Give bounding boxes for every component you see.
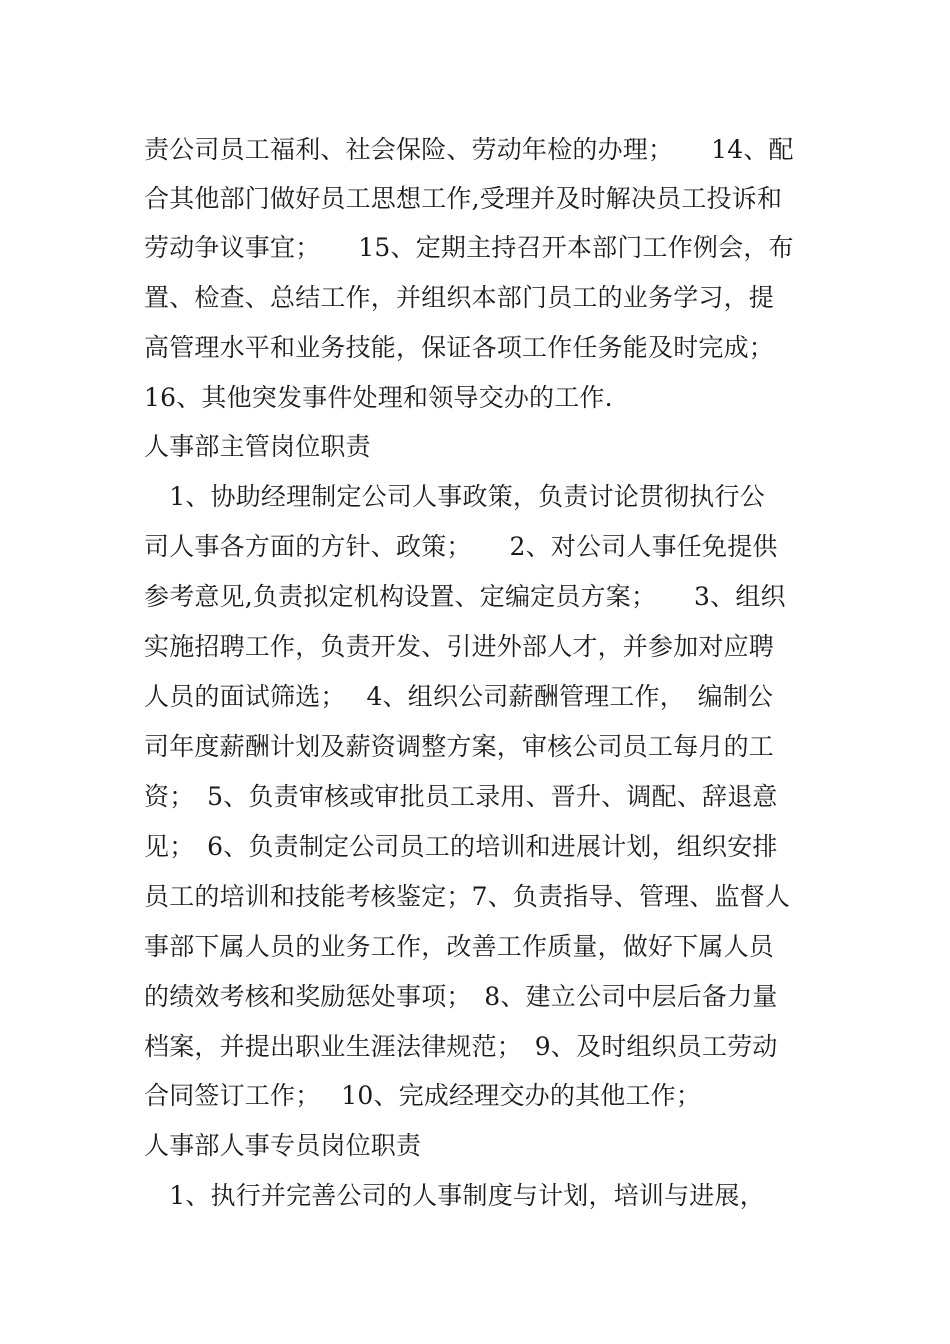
text-line-13: 司年度薪酬计划及薪资调整方案，审核公司员工每月的工	[144, 732, 775, 761]
text-line-5: 高管理水平和业务技能，保证各项工作任务能及时完成；	[144, 333, 775, 362]
text-line-3: 劳动争议事宜； 15、定期主持召开本部门工作例会，布	[144, 233, 794, 262]
text-line-10: 参考意见,负责拟定机构设置、定编定员方案； 3、组织	[144, 582, 786, 611]
text-line-20: 合同签订工作； 10、完成经理交办的其他工作；	[144, 1081, 702, 1110]
text-line-16: 员工的培训和技能考核鉴定；7、负责指导、管理、监督人	[144, 882, 791, 911]
text-line-8: 1、协助经理制定公司人事政策，负责讨论贯彻执行公	[144, 482, 765, 511]
section-heading-supervisor: 人事部主管岗位职责	[144, 432, 371, 461]
text-line-18: 的绩效考核和奖励惩处事项； 8、建立公司中层后备力量	[144, 982, 778, 1011]
text-line-15: 见； 6、负责制定公司员工的培训和进展计划，组织安排	[144, 832, 778, 861]
text-line-12: 人员的面试筛选； 4、组织公司薪酬管理工作， 编制公	[144, 682, 774, 711]
text-line-4: 置、检查、总结工作，并组织本部门员工的业务学习，提	[144, 283, 775, 312]
section-heading-specialist: 人事部人事专员岗位职责	[144, 1131, 422, 1160]
text-line-11: 实施招聘工作，负责开发、引进外部人才，并参加对应聘	[144, 632, 775, 661]
text-line-22: 1、执行并完善公司的人事制度与计划，培训与进展，	[144, 1181, 765, 1210]
text-line-6: 16、其他突发事件处理和领导交办的工作.	[144, 383, 613, 412]
text-line-17: 事部下属人员的业务工作，改善工作质量，做好下属人员	[144, 932, 775, 961]
text-line-14: 资； 5、负责审核或审批员工录用、晋升、调配、辞退意	[144, 782, 778, 811]
text-line-2: 合其他部门做好员工思想工作,受理并及时解决员工投诉和	[144, 184, 783, 213]
text-line-1: 责公司员工福利、社会保险、劳动年检的办理； 14、配	[144, 135, 794, 164]
text-line-9: 司人事各方面的方针、政策； 2、对公司人事任免提供	[144, 532, 778, 561]
text-line-19: 档案，并提出职业生涯法律规范； 9、及时组织员工劳动	[144, 1032, 778, 1061]
